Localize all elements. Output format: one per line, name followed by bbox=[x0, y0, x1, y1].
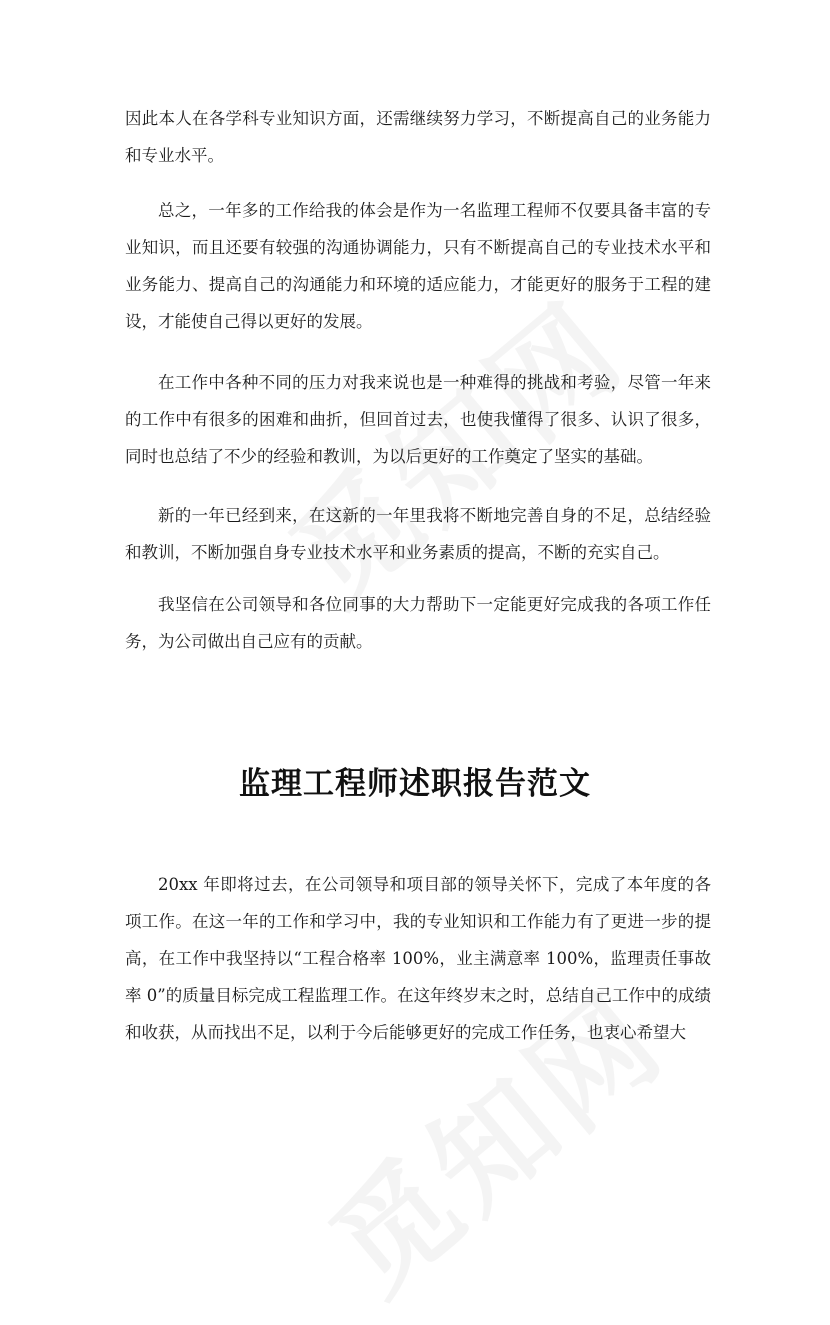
paragraph: 我坚信在公司领导和各位同事的大力帮助下一定能更好完成我的各项工作任务，为公司做出自己应有的贡献。 bbox=[125, 595, 711, 651]
paragraph: 总之，一年多的工作给我的体会是作为一名监理工程师不仅要具备丰富的专业知识，而且还要有较强的沟通协调能力，只有不断提高自己的专业技术水平和业务能力、提高自己的沟通能力和环境的适应能力，才能更好的服务于工程的建设，才能使自己得以更好的发展。 bbox=[125, 201, 711, 331]
paragraph: 20xx 年即将过去，在公司领导和项目部的领导关怀下，完成了本年度的各项工作。在这一年的工作和学习中，我的专业知识和工作能力有了更进一步的提高，在工作中我坚持以“工程合格率 100%，业主满意率 100%，监理责任事故率 0”的质量目标完成工程监理工作。在这年终岁末之时，总结自己工作中的成绩和收获，从而找出不足，以利于今后能够更好的完成工作任务，也衷心希望大 bbox=[125, 875, 711, 1042]
paragraph: 因此本人在各学科专业知识方面，还需继续努力学习，不断提高自己的业务能力和专业水平。 bbox=[125, 109, 711, 165]
paragraph: 在工作中各种不同的压力对我来说也是一种难得的挑战和考验，尽管一年来的工作中有很多的困难和曲折，但回首过去，也使我懂得了很多、认识了很多，同时也总结了不少的经验和教训，为以后更好的工作奠定了坚实的基础。 bbox=[125, 373, 711, 466]
section-title: 监理工程师述职报告范文 bbox=[239, 766, 591, 802]
paragraph: 新的一年已经到来，在这新的一年里我将不断地完善自身的不足，总结经验和教训，不断加强自身专业技术水平和业务素质的提高，不断的充实自己。 bbox=[125, 506, 711, 562]
